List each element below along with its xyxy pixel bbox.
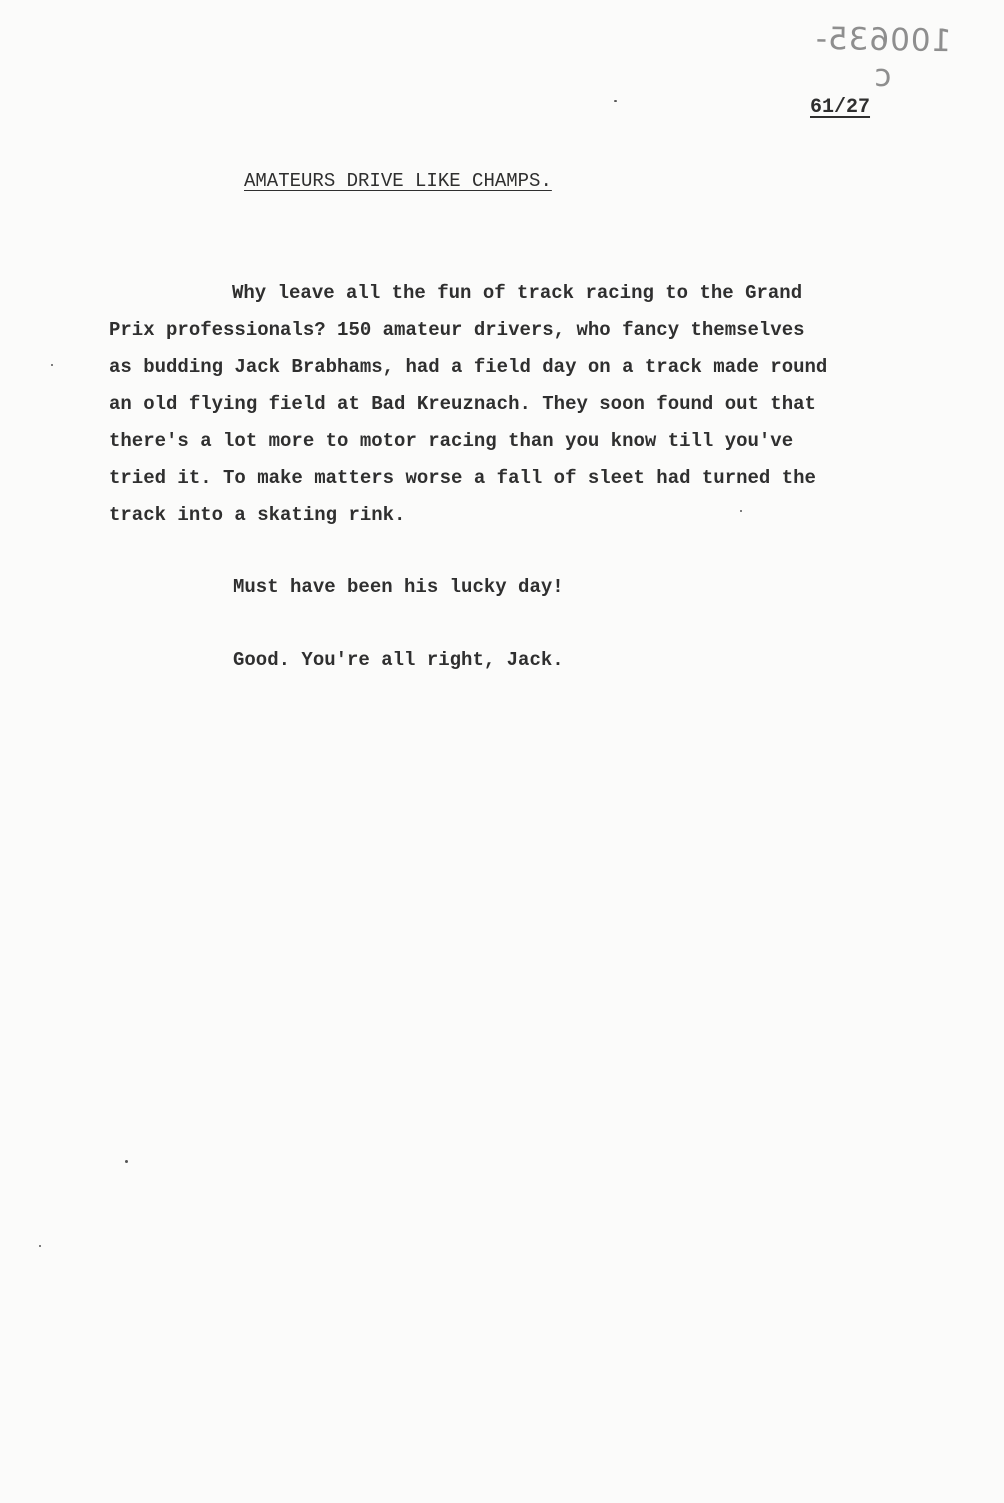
body-line: as budding Jack Brabhams, had a field day on a track made round — [109, 356, 828, 378]
body-line: there's a lot more to motor racing than you know till you've — [109, 430, 794, 452]
handwritten-reference-number: 100635-c — [814, 20, 952, 95]
document-title: AMATEURS DRIVE LIKE CHAMPS. — [244, 170, 552, 192]
page-number: 61/27 — [810, 96, 871, 119]
paper-speck — [614, 100, 617, 102]
body-line: track into a skating rink. — [109, 504, 406, 526]
paper-speck — [740, 510, 742, 512]
paper-speck — [125, 1160, 128, 1163]
body-line: Prix professionals? 150 amateur drivers, who fancy themselves — [109, 319, 805, 341]
paper-speck — [39, 1245, 41, 1247]
lucky-day-line: Must have been his lucky day! — [233, 576, 564, 598]
closing-line: Good. You're all right, Jack. — [233, 649, 564, 671]
paper-speck — [51, 364, 53, 366]
body-line: Why leave all the fun of track racing to the Grand — [232, 282, 803, 304]
body-line: tried it. To make matters worse a fall of sleet had turned the — [109, 467, 816, 489]
body-line: an old flying field at Bad Kreuznach. They soon found out that — [109, 393, 816, 415]
